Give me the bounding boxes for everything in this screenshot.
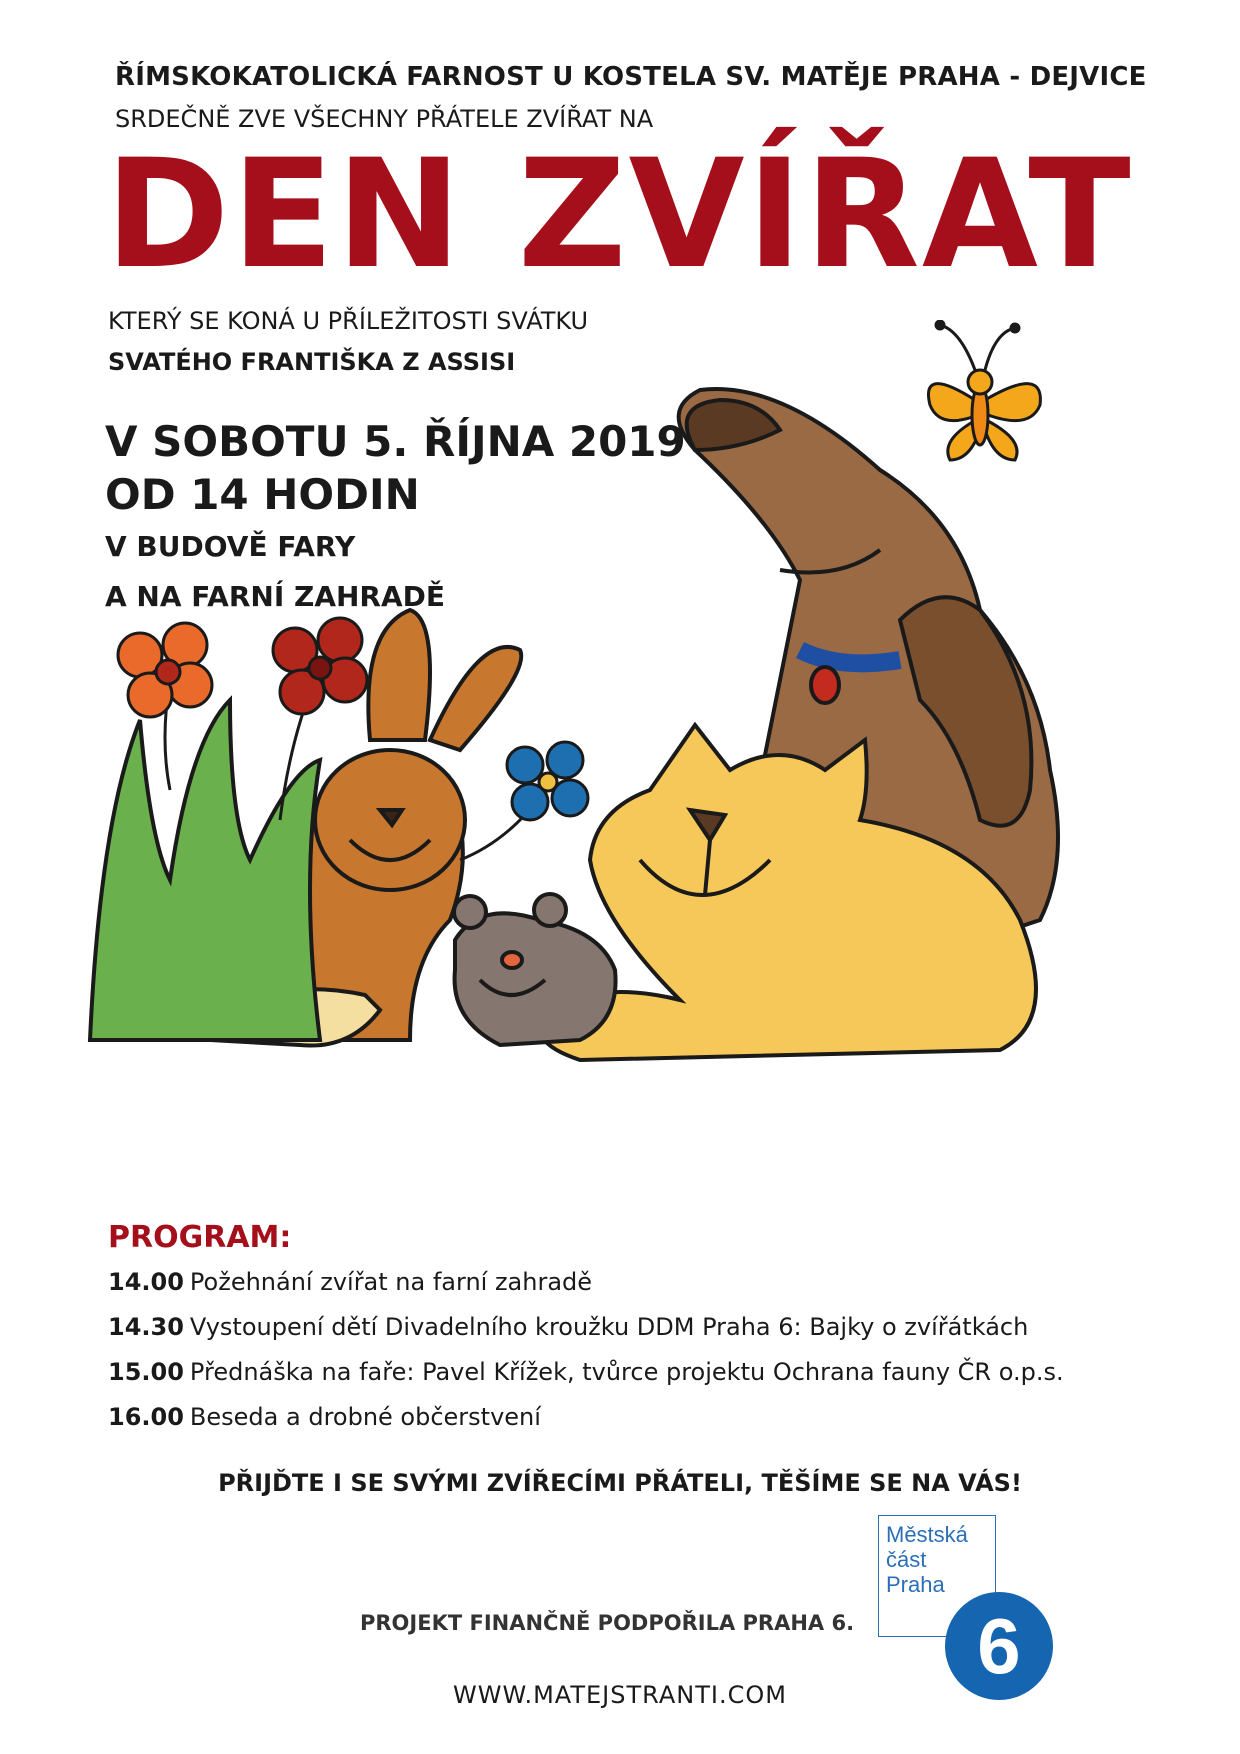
occasion-line-1: KTERÝ SE KONÁ U PŘÍLEŽITOSTI SVÁTKU xyxy=(108,307,589,335)
website-link[interactable]: WWW.MATEJSTRANTI.COM xyxy=(453,1681,787,1709)
organization-line: ŘÍMSKOKATOLICKÁ FARNOST U KOSTELA SV. MATĚJE PRAHA - DEJVICE xyxy=(115,62,1147,92)
occasion-line-2: SVATÉHO FRANTIŠKA Z ASSISI xyxy=(108,348,516,376)
poster-title: DEN ZVÍŘAT xyxy=(105,128,1133,302)
program-text: Požehnání zvířat na farní zahradě xyxy=(189,1268,593,1296)
logo-line-1: Městská xyxy=(886,1522,968,1547)
event-place-2: A NA FARNÍ ZAHRADĚ xyxy=(105,580,446,613)
program-time: 14.30 xyxy=(108,1313,184,1341)
program-item xyxy=(108,1403,1064,1448)
logo-text xyxy=(886,1522,968,1597)
program-time: 16.00 xyxy=(108,1403,184,1431)
program-item xyxy=(108,1313,1064,1358)
invitation-line: SRDEČNĚ ZVE VŠECHNY PŘÁTELE ZVÍŘAT NA xyxy=(115,105,654,133)
event-time: OD 14 HODIN xyxy=(105,470,420,519)
logo-line-3: Praha xyxy=(886,1572,945,1597)
program-text: Vystoupení dětí Divadelního kroužku DDM Praha 6: Bajky o zvířátkách xyxy=(189,1313,1029,1341)
animals-illustration xyxy=(80,320,1180,1190)
program-text: Přednáška na faře: Pavel Křížek, tvůrce projektu Ochrana fauny ČR o.p.s. xyxy=(189,1358,1064,1386)
program-text: Beseda a drobné občerstvení xyxy=(189,1403,541,1431)
call-to-action: PŘIJĎTE I SE SVÝMI ZVÍŘECÍMI PŘÁTELI, TĚŠÍME SE NA VÁS! xyxy=(218,1469,1022,1497)
logo-number: 6 xyxy=(977,1602,1021,1690)
support-note: PROJEKT FINANČNĚ PODPOŘILA PRAHA 6. xyxy=(360,1611,855,1635)
program-heading: PROGRAM: xyxy=(108,1220,292,1255)
program-time: 14.00 xyxy=(108,1268,184,1296)
program-item xyxy=(108,1358,1064,1403)
grass-icon xyxy=(90,700,320,1040)
butterfly-icon xyxy=(928,321,1040,460)
program-time: 15.00 xyxy=(108,1358,184,1386)
logo-line-2: část xyxy=(886,1547,927,1572)
program-list xyxy=(108,1268,1064,1448)
event-place-1: V BUDOVĚ FARY xyxy=(105,530,356,563)
program-item xyxy=(108,1268,1064,1313)
hamster-icon xyxy=(454,894,616,1045)
event-date: V SOBOTU 5. ŘÍJNA 2019 xyxy=(105,417,686,466)
